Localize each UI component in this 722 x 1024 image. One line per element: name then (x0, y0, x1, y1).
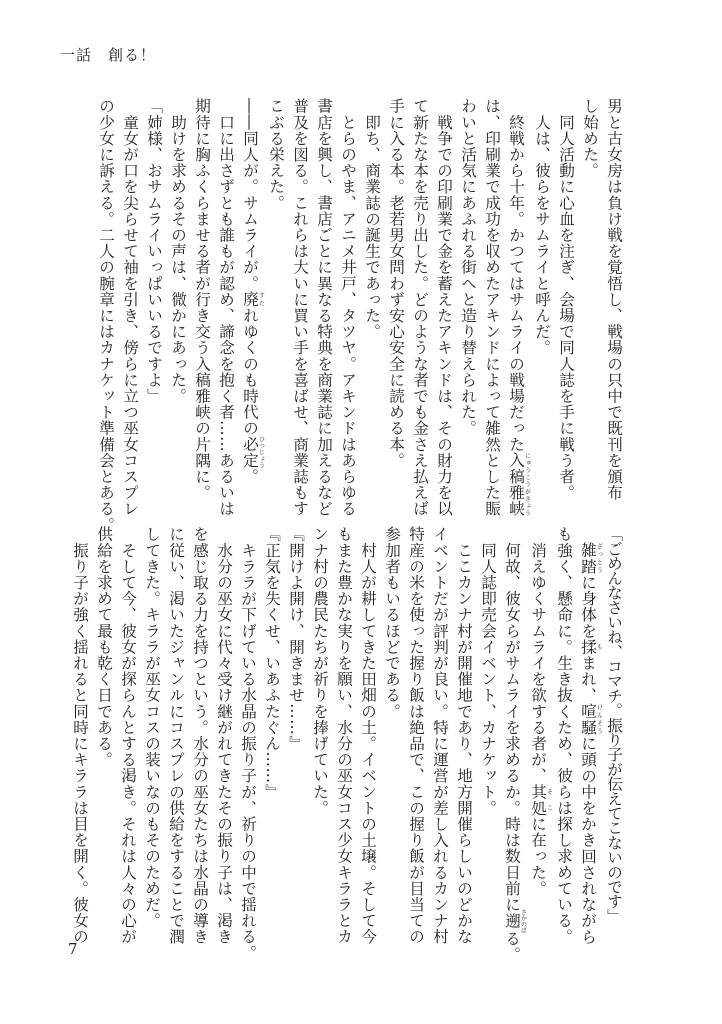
text-run: 『正気を失くせ、いあふたぐん……』 (263, 526, 281, 800)
ruby-base: 其処 (529, 783, 547, 816)
text-line (404, 526, 428, 945)
text-run: て新たな本を売り出した。どのような者でも金さえ払えば (411, 98, 429, 517)
text-line (308, 526, 332, 938)
text-line (238, 98, 264, 510)
text-line (212, 526, 236, 945)
text-line (380, 526, 404, 938)
text-line (554, 98, 578, 510)
text-run: イベントだが評判が良い。特に運営が差し入れるカンナ村 (431, 526, 449, 945)
text-line (140, 526, 164, 938)
text-run: 同人活動に心血を注ぎ、会場で同人誌を手に戦う者。 (557, 98, 575, 501)
text-run: 供給を求めて最も乾く日である。 (95, 526, 113, 768)
text-line (236, 526, 260, 961)
ruby-word (579, 542, 603, 575)
text-run: もまた豊かな実りを願い、水分の巫女コス少女キララとカ (335, 526, 353, 945)
text-run: 振り子が強く揺れると同時にキララは目を開く。彼女の (71, 526, 89, 945)
text-run: 村人が耕してきた田畑の土。イベントの土壌。そして今 (359, 526, 377, 945)
text-line (214, 98, 238, 517)
text-line (288, 98, 312, 517)
text-run: 「ごめんなさいね、コマチ。振り子が伝えてこないのです」 (605, 526, 623, 923)
text-run: 。 (241, 468, 259, 485)
text-run: に身体を (579, 574, 597, 639)
text-run: わいと活気にあふれる街へと造り替えられた。 (459, 98, 477, 437)
text-line (164, 526, 188, 945)
text-line (500, 526, 527, 963)
ruby-reading: にゅうこうがきょう (523, 452, 531, 517)
text-line (576, 526, 603, 945)
text-run (579, 526, 597, 542)
text-line (142, 98, 166, 510)
text-line (166, 98, 190, 510)
ruby-word (507, 452, 531, 517)
text-line (384, 98, 408, 510)
ruby-reading: すた (257, 291, 265, 308)
ruby-base: 喧騒 (579, 703, 597, 736)
text-run: 何故、彼女らがサムライを求めるか。時は数日前に (503, 526, 521, 913)
ruby-reading: そこ (545, 783, 553, 816)
text-line (578, 98, 602, 510)
page-number: 7 (68, 940, 78, 958)
text-line (428, 526, 452, 945)
ruby-reading: ひつじょう (257, 436, 265, 469)
text-run: ンナ村の農民たちが祈りを捧げていた。 (311, 526, 329, 816)
text-run: 特産の米を使った握り飯は絶品で、この握り飯が目当ての (407, 526, 425, 945)
text-run: る。 (503, 930, 521, 963)
text-line (602, 526, 626, 938)
text-line (188, 526, 212, 945)
text-run: 戦争での印刷業で金を蓄えたアキンドは、その財力を以 (435, 98, 453, 517)
ruby-reading: さかのぼ (519, 909, 527, 934)
text-run: キララが下げている水晶の振り子が、祈りの中で揺れる。 (239, 526, 257, 961)
text-run: 童女が口を尖らせて袖を引き、傍らに立つ巫女コスプレ (121, 98, 139, 517)
text-run: 終戦から十年。かつてはサムライの戦場だった (507, 98, 525, 453)
ruby-base: 雑踏 (579, 542, 597, 575)
text-run: 消えゆくサムライを欲する者が、 (529, 526, 547, 784)
text-run: まれ、 (579, 654, 597, 704)
text-run: こぶる栄えた。 (267, 98, 285, 211)
text-run: 普及を図る。これらは大いに買い手を喜ばせ、商業誌もす (291, 98, 309, 517)
ruby-word (529, 783, 553, 816)
ruby-word (241, 291, 265, 308)
ruby-reading: けんそう (595, 703, 603, 736)
text-line (526, 526, 552, 938)
text-run: を感じ取る力を持つという。水分の巫女たちは水晶の導き (191, 526, 209, 945)
ruby-base: 必定 (241, 436, 259, 469)
text-run: 男と古女房は負け戦を覚悟し、戦場の只中で既刊を頒布 (605, 98, 623, 501)
text-line (552, 526, 576, 945)
text-line (480, 98, 504, 517)
text-line (336, 98, 360, 517)
text-run: 口に出さずとも誰もが認め、諦念を抱く者……あるいは (217, 98, 235, 517)
text-line (332, 526, 356, 945)
text-run: 書店を興し、書店ごとに異なる特典を商業誌に加えるなど (315, 98, 333, 517)
text-line (284, 526, 308, 938)
text-run: に在った。 (529, 815, 547, 897)
text-run: 「姉様、おサムライいっぱいいるですよ」 (145, 98, 163, 404)
ruby-word (579, 638, 603, 655)
text-run: 助けを求めるその声は、微かにあった。 (169, 98, 187, 404)
ruby-reading: も (595, 638, 603, 655)
text-line (116, 526, 140, 945)
text-line (432, 98, 456, 517)
ruby-base: 揉 (579, 638, 597, 655)
text-run: 手に入る本。老若男女問わず安心安全に読める本。 (387, 98, 405, 469)
text-run: 『開けよ開け、開きませ……』 (287, 526, 305, 752)
text-line (356, 526, 380, 945)
text-line (360, 98, 384, 510)
text-run: し始めた。 (581, 98, 599, 179)
text-line (312, 98, 336, 517)
ruby-reading: ざっとう (595, 542, 603, 575)
text-line (264, 98, 288, 510)
text-run: 参加者もいるほどである。 (383, 526, 401, 720)
text-run: は、印刷業で成功を収めたアキンドによって雑然とした賑 (483, 98, 501, 517)
text-line (452, 526, 476, 945)
text-run: 即ち、商業誌の誕生であった。 (363, 98, 381, 340)
text-line (504, 98, 531, 517)
text-line (92, 526, 116, 938)
text-run: に頭の中をかき回されながら (579, 735, 597, 945)
text-run: してきた。キララが巫女コスの装いなのもそのためだ。 (143, 526, 161, 929)
ruby-word (579, 703, 603, 736)
running-head: 一話 創る！ (60, 46, 157, 64)
text-run: 同人誌即売会イベント、カナケット。 (479, 526, 497, 816)
text-run: ――同人が。サムライが。 (241, 98, 259, 292)
text-line (456, 98, 480, 510)
text-run: 人は、彼らをサムライと呼んだ。 (533, 98, 551, 356)
text-line (602, 98, 626, 510)
text-line (408, 98, 432, 517)
text-line (260, 526, 284, 938)
text-block-bottom (68, 526, 626, 963)
text-run: とらのやま、アニメ井戸、タツヤ。アキンドはあらゆる (339, 98, 357, 517)
text-line (68, 526, 92, 945)
text-run: の少女に訴える。二人の腕章にはカナケット準備会とある。 (97, 98, 115, 533)
text-line (190, 98, 214, 510)
ruby-word (241, 436, 265, 469)
text-run: 水分の巫女に代々受け継がれてきたその振り子は、渇き (215, 526, 233, 945)
text-run: に従い、渇いたジャンルにコスプレの供給をすることで潤 (167, 526, 185, 945)
ruby-base: 入稿雅峡 (507, 452, 525, 517)
text-line (118, 98, 142, 517)
text-run: そして今、彼女が探らんとする渇き。それは人々の心が (119, 526, 137, 945)
text-run: 期待に胸ふくらませる者が行き交う入稿雅峡の片隅に。 (193, 98, 211, 501)
text-run: ここカンナ村が開催地であり、地方開催らしいのどかな (455, 526, 473, 945)
ruby-base: 遡 (503, 909, 521, 934)
text-line (94, 98, 118, 533)
text-run: も強く、懸命に。生き抜くため、彼らは探し求めている。 (555, 526, 573, 945)
text-line (476, 526, 500, 938)
text-line (530, 98, 554, 510)
ruby-base: 廃 (241, 291, 259, 308)
text-block-top (94, 98, 626, 533)
ruby-word (503, 909, 527, 934)
text-run: れゆくのも時代の (241, 307, 259, 437)
